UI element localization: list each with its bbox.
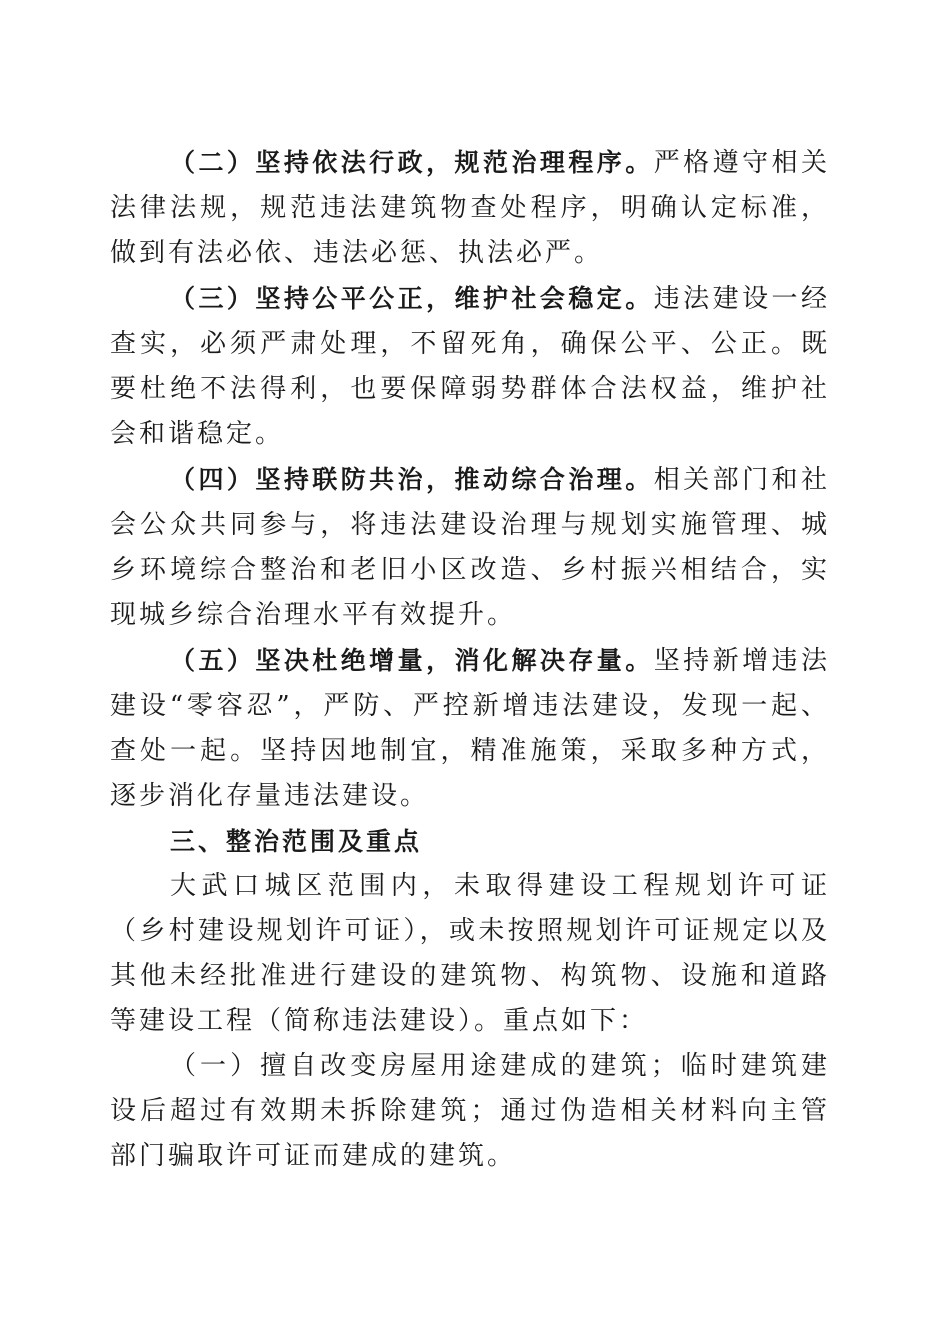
principle-paragraph-3: [110, 276, 830, 457]
principle-body-5: 坚持新增违法建设“零容忍”，严防、严控新增违法建设，发现一起、查处一起。坚持因地制宜，精准施策，采取多种方式，逐步消化存量违法建设。: [110, 646, 830, 811]
principle-lead-5: （五）坚决杜绝增量，消化解决存量。: [170, 646, 654, 675]
principle-body-3: 违法建设一经查实，必须严肃处理，不留死角，确保公平、公正。既要杜绝不法得利，也要保障弱势群体合法权益，维护社会和谐稳定。: [110, 284, 830, 449]
principle-paragraph-4: [110, 457, 830, 638]
section-heading: 三、整治范围及重点: [170, 827, 423, 856]
principle-paragraph-5: [110, 638, 830, 819]
principle-lead-2: （二）坚持依法行政，规范治理程序。: [170, 148, 654, 177]
key-item-1: （一）擅自改变房屋用途建成的建筑；临时建筑建设后超过有效期未拆除建筑；通过伪造相关材料向主管部门骗取许可证而建成的建筑。: [110, 1051, 830, 1171]
document-page: [110, 140, 830, 1179]
principle-lead-4: （四）坚持联防共治，推动综合治理。: [170, 465, 654, 494]
principle-body-4: 相关部门和社会公众共同参与，将违法建设治理与规划实施管理、城乡环境综合整治和老旧小区改造、乡村振兴相结合，实现城乡综合治理水平有效提升。: [110, 465, 830, 630]
scope-paragraph: 大武口城区范围内，未取得建设工程规划许可证（乡村建设规划许可证），或未按照规划许可证规定以及其他未经批准进行建设的建筑物、构筑物、设施和道路等建设工程（简称违法建设）。重点如下：: [110, 871, 830, 1036]
principle-paragraph-2: [110, 140, 830, 276]
principle-lead-3: （三）坚持公平公正，维护社会稳定。: [170, 284, 654, 313]
principle-body-2: 严格遵守相关法律法规，规范违法建筑物查处程序，明确认定标准，做到有法必依、违法必惩、执法必严。: [110, 148, 830, 268]
